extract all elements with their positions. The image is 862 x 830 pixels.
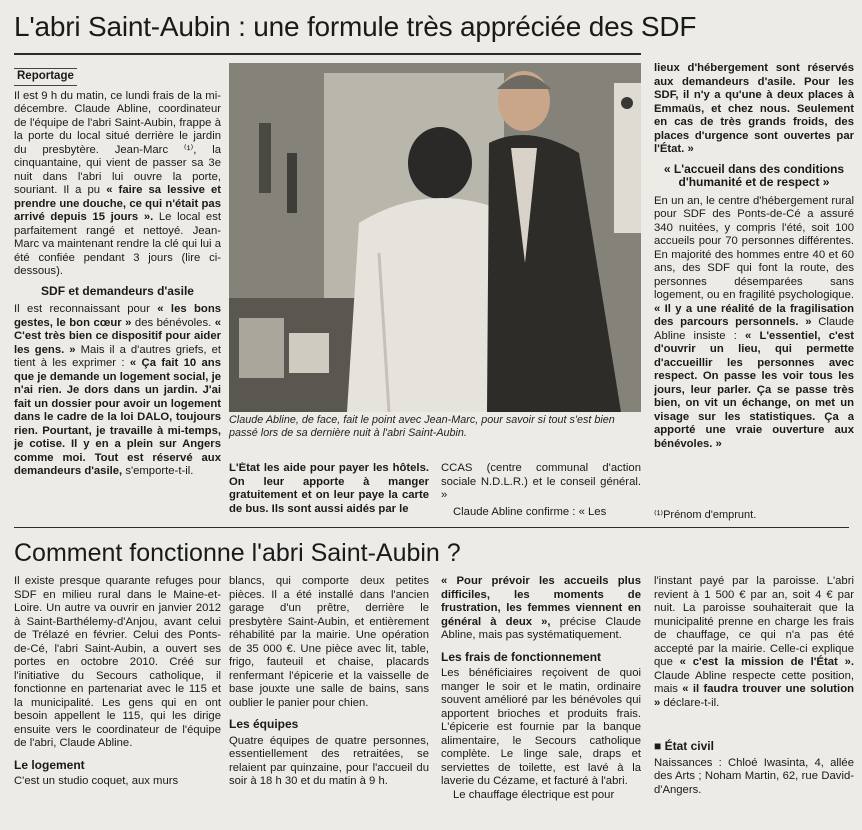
bottom-column-2 [229,575,429,827]
mid-right-text [441,462,641,522]
footnote: ⁽¹⁾Prénom d'emprunt. [654,509,757,521]
bottom-column-3 [441,575,641,827]
section-label: Reportage [14,68,77,86]
photo-illustration [229,63,641,412]
col1-subheading: SDF et demandeurs d'asile [41,283,194,298]
col1-paragraph-1: Il est 9 h du matin, ce lundi frais de la mi-décembre. Claude Abline, coordinateur de l'équipe de l'abri Saint-Aubin, frappe à la porte du local situé derrière le jardin du presbytère. Jean-Marc ⁽¹⁾, la cinquantaine, qui vient de passer sa 3e nuit dans l'abri lui ouvre la porte, souriant. Il a pu « faire sa lessive et prendre une douche, ce qui n'était pas arrivé depuis 15 jours ». Le local est parfaitement rangé et nettoyé. Jean-Marc va maintenant rendre la clé qui lui a été confiée pendant 3 jours (lire ci-dessous). [14,89,221,277]
bottom-column-1 [14,575,221,827]
article-2-headline: Comment fonctionne l'abri Saint-Aubin ? [14,539,461,567]
column-1 [14,66,221,516]
b-col3-subheading: Les frais de fonctionnement [441,649,602,664]
b-col4-paragraph-1: l'instant payé par la paroisse. L'abri revient à 1 500 € par an, soit 4 € par nuit. La paroisse souhaiterait que la municipalité prenne en charge les frais de chauffage, ce qui n'a pas été accepté par la mairie. Celle-ci explique que « c'est la mission de l'État ». Claude Abline respecte cette position, mais « il faudra trouver une solution » déclare-t-il. [654,575,854,709]
b-col4-paragraph-2: Naissances : Chloé Iwasinta, 4, allée des Arts ; Noham Martin, 62, rue David-d'Angers. [654,756,854,796]
photo-caption: Claude Abline, de face, fait le point avec Jean-Marc, pour savoir si tout s'est bien passé lors de sa dernière nuit à l'abri Saint-Aubin. [229,414,615,439]
bottom-column-4 [654,575,854,827]
b-col2-paragraph-1: blancs, qui comporte deux petites pièces. Il a été installé dans l'ancien garage d'un prêtre, derrière le presbytère Saint-Aubin, et entièrement réhabilité par la mairie. Une opération de 35 000 €. Une pièce avec lit, table, frigo, fauteuil et chaise, placards renfermant l'épicerie et la vaisselle de base jouxte une salle de bains, sans oublier le panier pour chien. [229,575,429,709]
section-divider [14,527,849,528]
b-col2-subheading: Les équipes [229,717,299,731]
article-headline: L'abri Saint-Aubin : une formule très appréciée des SDF [14,11,697,42]
mid-right-paragraph-2: Claude Abline confirme : « Les [453,505,607,518]
b-col1-subheading: Le logement [14,757,85,772]
col4-paragraph-2: En un an, le centre d'hébergement rural pour SDF des Ponts-de-Cé a assuré 340 nuitées, y compris l'été, soit 100 accueils pour 70 personnes différentes. En majorité des hommes entre 40 et 60 ans, des SDF qui font la route, des personnes désemparées sans logement, ou en fragilité psychologique. « Il y a une réalité de la fragilisation des parcours personnels. » Claude Abline insiste : « L'essentiel, c'est d'ouvrir un lieu, qui permette d'accueillir les personnes avec respect. On passe les voir tous les jours, leur parler. Ça se passe très bien, on vit un échange, on met un visage sur les statistiques. Ça a apporté une vraie ouverture aux bénévoles. » [654,194,854,450]
col4-subheading: « L'accueil dans des conditions d'humanité et de respect » [663,161,845,189]
b-col3-paragraph-2: Les bénéficiaires reçoivent de quoi manger le soir et le matin, ordinaire souvent amélioré par les bénévoles qui apportent brioches et produits frais. L'épicerie est fournie par la banque alimentaire, le Secours catholique complète. Le linge sale, draps et serviettes de toilette, est lavé à la laverie du Cézame, et facturé à l'abri. [441,667,641,787]
b-col1-paragraph-2: C'est un studio coquet, aux murs [14,775,179,787]
headline-rule [14,53,641,55]
b-col3-paragraph-3: Le chauffage électrique est pour [453,788,615,801]
b-col4-subheading: ■ État civil [654,739,714,753]
col4-paragraph-1: lieux d'hébergement sont réservés aux demandeurs d'asile. Pour les SDF, il n'y a qu'une à deux places à Emmaüs, et chez nous. Seulement en cas de très grands froids, des places d'urgence sont ouvertes par l'État. » [654,62,854,155]
col1-paragraph-2: Il est reconnaissant pour « les bons gestes, le bon cœur » des bénévoles. « C'est très bien ce dispositif pour aider les gens. » Mais il a d'autres griefs, et tient à les exprimer : « Ça fait 10 ans que je demande un logement social, je n'ai rien. Je dors dans un jardin. J'ai fait un dossier pour avoir un logement dans le cadre de la loi DALO, toujours rien. Pourtant, je travaille à mi-temps, je cotise. Il y en a plein sur Angers comme moi. Tout est réservé aux demandeurs d'asile, s'emporte-t-il. [14,303,221,477]
b-col2-paragraph-2: Quatre équipes de quatre personnes, essentiellement des retraitées, se relaient par quinzaine, pour l'accueil du soir à 18 h 30 et du matin à 9 h. [229,734,429,787]
article-photo [229,63,641,412]
mid-right-paragraph-1: CCAS (centre communal d'action sociale N.D.L.R.) et le conseil général. » [441,462,641,501]
mid-left-text: L'État les aide pour payer les hôtels. On leur apporte à manger gratuitement et on leur paye la carte de bus. Ils sont aussi aidés par le [229,462,429,515]
b-col1-paragraph-1: Il existe presque quarante refuges pour SDF en milieu rural dans le Maine-et-Loire. Un autre va ouvrir en janvier 2012 à Saint-Barthélemy-d'Anjou, avant celui de Trélazé en février. Celui des Ponts-de-Cé, l'abri Saint-Aubin, a ouvert ses portes en octobre 2010. Créé sur l'initiative du Secours catholique, il fonctionne en partenariat avec le 115 et la municipalité. Les gens qui en ont besoin appellent le 115, qui les dirige ensuite vers le coordinateur de l'équipe de l'abri, Claude Abline. [14,575,221,749]
b-col3-paragraph-1: « Pour prévoir les accueils plus difficiles, les moments de frustration, les femmes viennent en général à deux », précise Claude Abline, mais pas systématiquement. [441,575,641,641]
column-4 [654,62,854,502]
